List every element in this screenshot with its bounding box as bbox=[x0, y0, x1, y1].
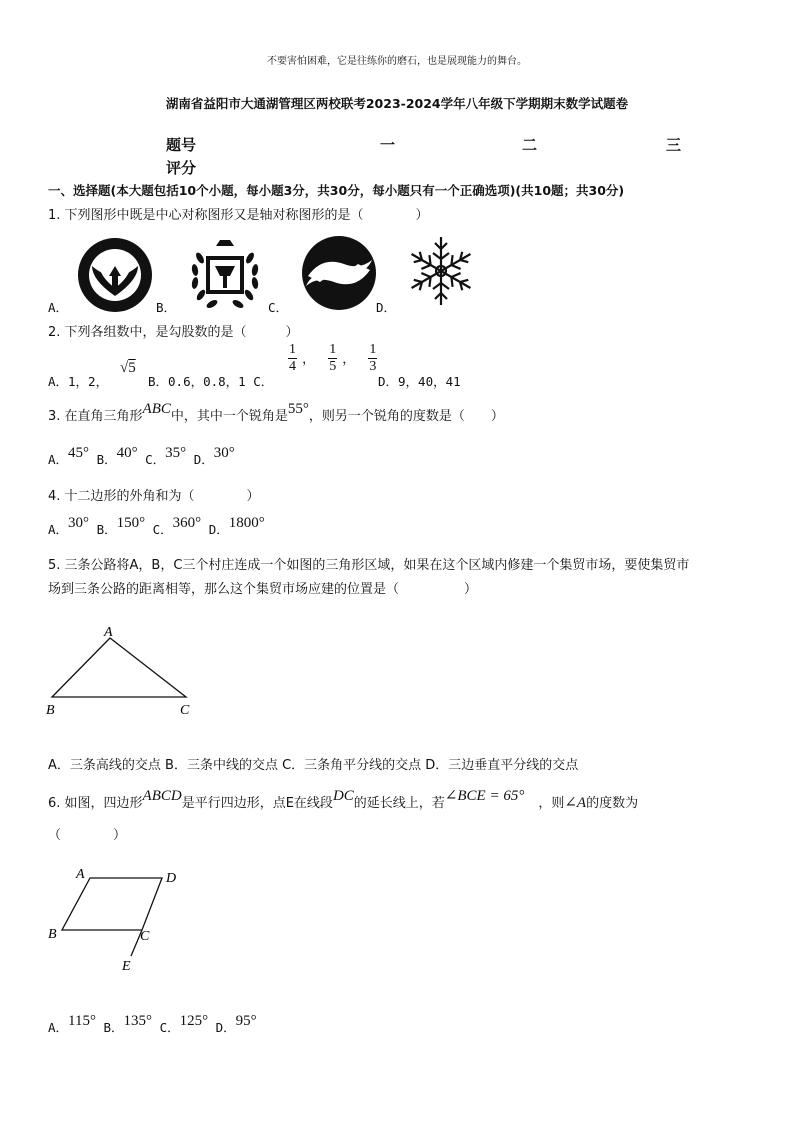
q2-option-d: D．9，40，41 bbox=[378, 374, 461, 389]
q6-label-d: D bbox=[166, 871, 177, 886]
q6-paren: （ ） bbox=[48, 828, 127, 843]
q5-label-b: B bbox=[46, 703, 55, 718]
q1-figure-a-icon bbox=[76, 236, 154, 314]
q3-option-b: 40° bbox=[116, 445, 138, 461]
q2-sqrt-radicand: 5 bbox=[128, 360, 136, 376]
q6-stem: 6. 如图，四边形ABCD是平行四边形，点E在线段DC的延长线上，若∠BCE = 65° ，则∠A的度数为 bbox=[48, 788, 639, 811]
q3-option-d: 30° bbox=[213, 445, 235, 461]
q6-option-a: 115° bbox=[68, 1013, 96, 1029]
table-col-3: 三 bbox=[666, 136, 682, 154]
q5-label-c: C bbox=[180, 703, 190, 718]
q2-stem: 2. 下列各组数中，是勾股数的是（ ） bbox=[48, 325, 299, 340]
q6-option-c: 125° bbox=[179, 1013, 209, 1029]
table-col-2: 二 bbox=[522, 136, 538, 154]
q4-stem: 4. 十二边形的外角和为（ ） bbox=[48, 489, 260, 504]
q1-stem: 1. 下列图形中既是中心对称图形又是轴对称图形的是（ ） bbox=[48, 208, 429, 223]
q3-stem: 3. 在直角三角形ABC中，其中一个锐角是55°，则另一个锐角的度数是（ ） bbox=[48, 401, 504, 424]
q6-condition: ∠BCE = 65° bbox=[444, 788, 525, 804]
q6-angle-a: ∠A bbox=[564, 795, 587, 811]
q1-label-a: A． bbox=[48, 300, 69, 315]
q3-options: A．45° B．40° C．35° D．30° bbox=[48, 445, 235, 467]
q2-frac-2: $\frac{1}{5}$ bbox=[329, 342, 337, 374]
q4-options: A．30° B．150° C．360° D．1800° bbox=[48, 515, 265, 537]
q2-sqrt5: √5 bbox=[120, 360, 136, 376]
q5-label-a: A bbox=[104, 625, 113, 640]
exam-title: 湖南省益阳市大通湖管理区两校联考2023-2024学年八年级下学期期末数学试题卷 bbox=[165, 96, 629, 111]
table-col-1: 一 bbox=[380, 136, 396, 154]
q2-fracs: $\frac{1}{4}$ ， $\frac{1}{5}$ ， $\frac{1}{3}$ bbox=[289, 342, 377, 374]
q6-option-b: 135° bbox=[123, 1013, 153, 1029]
q6-label-e: E bbox=[122, 959, 131, 974]
q6-label-b: B bbox=[48, 927, 57, 942]
q5-triangle-figure bbox=[40, 620, 210, 720]
q5-options: A．三条高线的交点 B．三条中线的交点 C．三条角平分线的交点 D．三边垂直平分线的交点 bbox=[48, 758, 579, 773]
q1-figure-d-snowflake-icon bbox=[406, 234, 476, 308]
q1-label-b: B． bbox=[156, 300, 177, 315]
table-row2-label: 评分 bbox=[166, 159, 197, 177]
q6-option-d: 95° bbox=[235, 1013, 257, 1029]
table-row1-label: 题号 bbox=[166, 136, 197, 154]
q6-label-a: A bbox=[76, 867, 85, 882]
q3-triangle: ABC bbox=[142, 401, 171, 417]
section-heading: 一、选择题(本大题包括10个小题，每小题3分，共30分，每小题只有一个正确选项)(共10题；共30分) bbox=[48, 183, 625, 198]
header-motto: 不要害怕困难，它是往练你的磨石，也是展现能力的舞台。 bbox=[267, 56, 527, 67]
q2-option-a: A．1，2， bbox=[48, 374, 109, 389]
q5-triangle-shape bbox=[52, 638, 186, 697]
q3-option-a: 45° bbox=[68, 445, 90, 461]
q1-label-d: D． bbox=[376, 300, 397, 315]
q3-option-c: 35° bbox=[165, 445, 187, 461]
q2-option-b: B．0.6，0.8，1 C． bbox=[148, 374, 274, 389]
q4-option-c: 360° bbox=[172, 515, 202, 531]
q1-label-c: C． bbox=[268, 300, 289, 315]
q2-frac-1: $\frac{1}{4}$ bbox=[289, 342, 296, 374]
q6-options: A．115° B．135° C．125° D．95° bbox=[48, 1013, 257, 1035]
q2-frac-3: $\frac{1}{3}$ bbox=[369, 342, 377, 374]
q6-quad: ABCD bbox=[142, 788, 182, 804]
q1-figure-b-icon bbox=[186, 236, 264, 314]
q5-stem-line1: 5. 三条公路将A，B，C三个村庄连成一个如图的三角形区域，如果在这个区域内修建一个集贸市场，要使集贸市 bbox=[48, 558, 690, 573]
q4-option-a: 30° bbox=[68, 515, 90, 531]
q1-figure-c-icon bbox=[300, 234, 378, 312]
q4-option-b: 150° bbox=[116, 515, 146, 531]
q6-parallelogram-shape bbox=[62, 878, 162, 930]
q6-parallelogram-figure bbox=[40, 860, 200, 980]
q6-segment: DC bbox=[332, 788, 354, 804]
q5-stem-line2: 场到三条公路的距离相等，那么这个集贸市场应建的位置是（ ） bbox=[48, 582, 478, 597]
q3-angle: 55° bbox=[287, 401, 309, 417]
q6-label-c: C bbox=[140, 929, 150, 944]
q4-option-d: 1800° bbox=[228, 515, 265, 531]
